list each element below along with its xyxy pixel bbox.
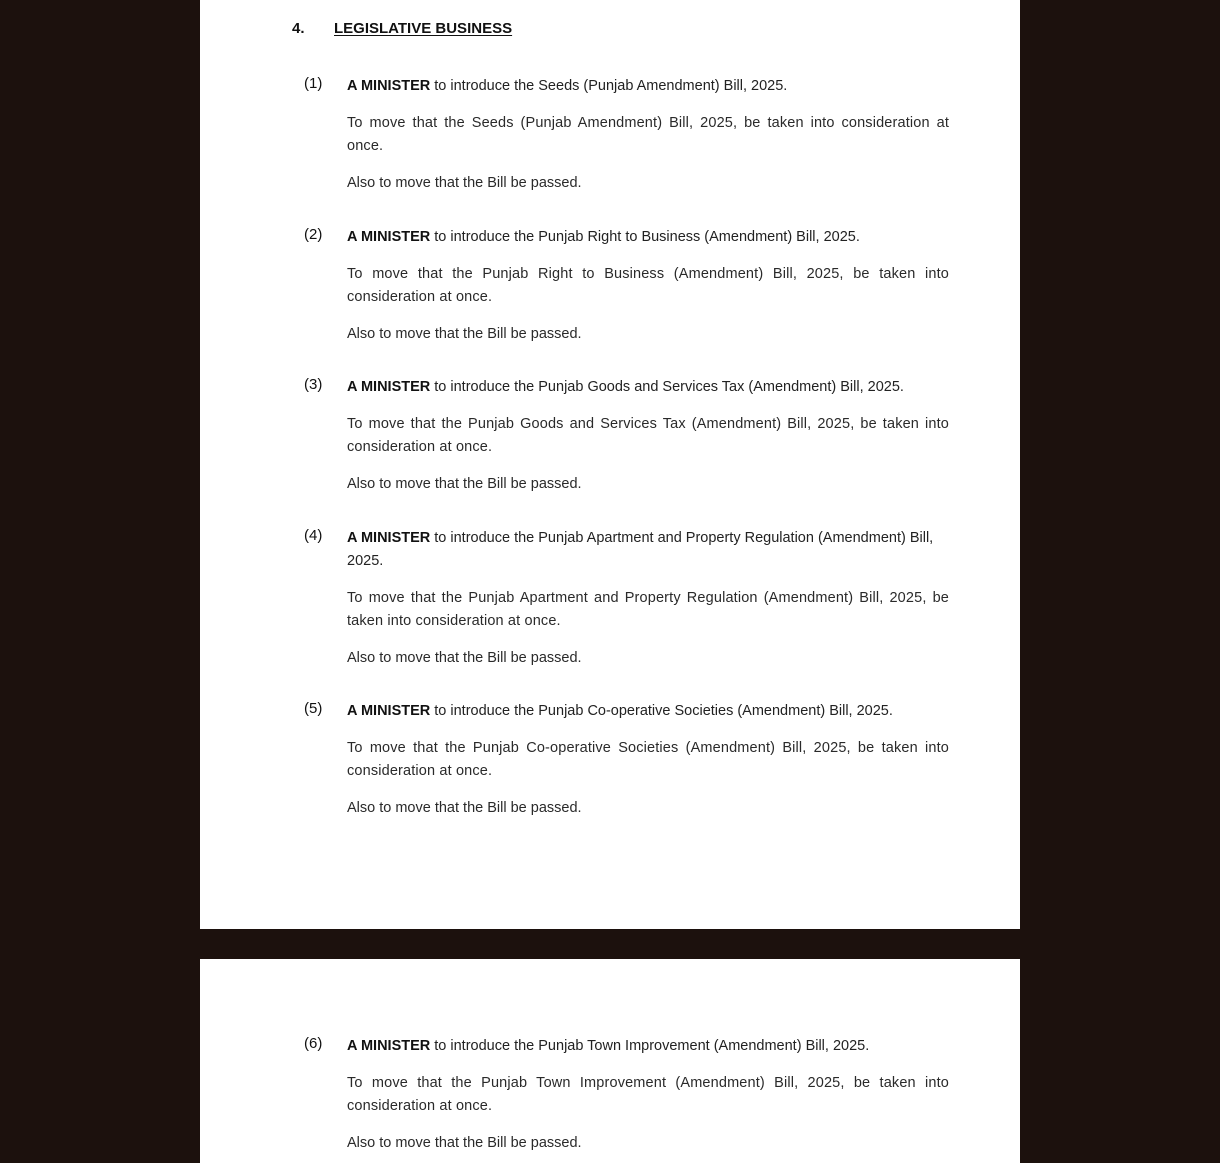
item-actor: A MINISTER [347,530,431,546]
item-body [347,1035,949,1155]
item-number: (4) [304,527,323,544]
passing-motion: Also to move that the Bill be passed. [347,175,582,191]
item-intro-text: to introduce the Punjab Town Improvement (Amendment) Bill, 2025. [430,1038,870,1054]
item-intro [347,376,949,399]
item-intro [347,527,949,573]
item-intro-text: to introduce the Punjab Apartment and Property Regulation (Amendment) Bill, 2025. [347,530,934,569]
item-intro [347,226,949,249]
item-number: (3) [304,376,323,393]
item-body [347,75,949,195]
consideration-motion: To move that the Punjab Right to Business (Amendment) Bill, 2025, be taken into consideration at once. [347,266,949,305]
item-intro-text: to introduce the Punjab Goods and Services Tax (Amendment) Bill, 2025. [430,379,904,395]
passing-motion: Also to move that the Bill be passed. [347,800,582,816]
item-actor: A MINISTER [347,229,431,245]
document-page-1 [200,0,1020,929]
consideration-motion: To move that the Seeds (Punjab Amendment) Bill, 2025, be taken into consideration at once. [347,115,949,154]
consideration-motion: To move that the Punjab Goods and Services Tax (Amendment) Bill, 2025, be taken into consideration at once. [347,416,949,455]
item-number: (6) [304,1035,323,1052]
passing-motion: Also to move that the Bill be passed. [347,476,582,492]
passing-motion: Also to move that the Bill be passed. [347,326,582,342]
item-actor: A MINISTER [347,1038,431,1054]
item-actor: A MINISTER [347,703,431,719]
item-body [347,527,949,670]
item-body [347,700,949,820]
consideration-motion: To move that the Punjab Town Improvement (Amendment) Bill, 2025, be taken into consideration at once. [347,1075,949,1114]
item-body [347,226,949,346]
item-body [347,376,949,496]
section-heading [292,20,512,37]
section-title: LEGISLATIVE BUSINESS [334,20,513,37]
item-intro [347,1035,949,1058]
item-actor: A MINISTER [347,379,431,395]
item-number: (2) [304,226,323,243]
section-number: 4. [292,20,305,37]
item-actor: A MINISTER [347,78,431,94]
item-number: (5) [304,700,323,717]
passing-motion: Also to move that the Bill be passed. [347,1135,582,1151]
item-number: (1) [304,75,323,92]
item-intro-text: to introduce the Punjab Co-operative Societies (Amendment) Bill, 2025. [430,703,893,719]
consideration-motion: To move that the Punjab Apartment and Property Regulation (Amendment) Bill, 2025, be taken into consideration at once. [347,590,949,629]
item-intro-text: to introduce the Seeds (Punjab Amendment) Bill, 2025. [430,78,788,94]
item-intro [347,75,949,98]
item-intro [347,700,949,723]
passing-motion: Also to move that the Bill be passed. [347,650,582,666]
consideration-motion: To move that the Punjab Co-operative Societies (Amendment) Bill, 2025, be taken into consideration at once. [347,740,949,779]
item-intro-text: to introduce the Punjab Right to Business (Amendment) Bill, 2025. [430,229,860,245]
document-page-2 [200,959,1020,1163]
